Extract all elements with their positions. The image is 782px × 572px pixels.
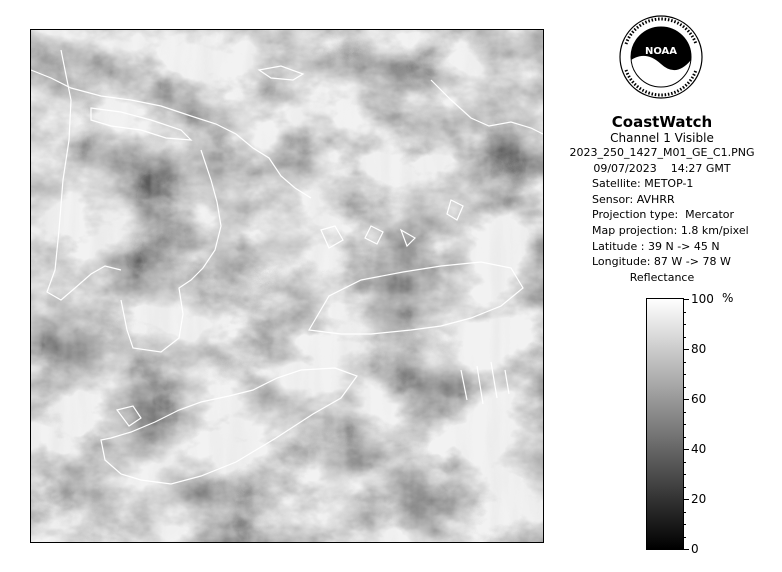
colorbar-tick <box>683 537 686 538</box>
noaa-logo <box>618 14 704 100</box>
colorbar-tick <box>683 387 686 388</box>
sensor-name: Sensor: AVHRR <box>592 192 675 206</box>
colorbar-tick <box>683 312 686 313</box>
colorbar-tick <box>683 299 689 300</box>
acquisition-datetime: 09/07/2023 14:27 GMT <box>593 161 731 175</box>
map-projection: Map projection: 1.8 km/pixel <box>592 223 749 237</box>
colorbar-tick-label: 60 <box>691 392 707 406</box>
colorbar-ticks <box>683 292 753 556</box>
colorbar-tick <box>683 512 686 513</box>
colorbar-tick-label: 100 <box>691 292 714 306</box>
colorbar-tick-label: 20 <box>691 492 707 506</box>
colorbar-tick <box>683 324 686 325</box>
info-panel <box>560 114 764 270</box>
colorbar-tick <box>683 349 689 350</box>
colorbar-tick <box>683 362 686 363</box>
latitude-range: Latitude : 39 N -> 45 N <box>592 239 720 253</box>
satellite-image <box>30 29 544 543</box>
colorbar-tick <box>683 462 686 463</box>
logo-text: NOAA <box>644 46 678 57</box>
satellite-image-canvas <box>31 30 543 542</box>
colorbar-tick <box>683 487 686 488</box>
colorbar-tick <box>683 412 686 413</box>
projection-type: Projection type: Mercator <box>592 208 735 222</box>
colorbar-tick <box>683 474 686 475</box>
filename: 2023_250_1427_M01_GE_C1.PNG <box>569 146 755 159</box>
longitude-range: Longitude: 87 W -> 78 W <box>592 255 731 269</box>
colorbar-tick <box>683 374 686 375</box>
colorbar-tick <box>683 437 686 438</box>
legend-unit: % <box>722 291 734 305</box>
colorbar-tick-label: 40 <box>691 442 707 456</box>
colorbar-tick <box>683 449 689 450</box>
colorbar-tick-label: 80 <box>691 342 707 356</box>
legend-title: Reflectance <box>629 271 695 284</box>
cloud-streaks <box>31 30 543 542</box>
reflectance-colorbar <box>646 298 684 550</box>
satellite-name: Satellite: METOP-1 <box>592 177 694 191</box>
product-title: CoastWatch <box>611 113 713 131</box>
colorbar-tick <box>683 549 689 550</box>
channel-label: Channel 1 Visible <box>610 131 714 145</box>
colorbar-tick <box>683 524 686 525</box>
noaa-emblem-icon <box>618 14 704 100</box>
colorbar-tick <box>683 399 689 400</box>
colorbar-tick <box>683 499 689 500</box>
colorbar-tick <box>683 424 686 425</box>
colorbar-tick <box>683 337 686 338</box>
colorbar-tick-label: 0 <box>691 542 699 556</box>
